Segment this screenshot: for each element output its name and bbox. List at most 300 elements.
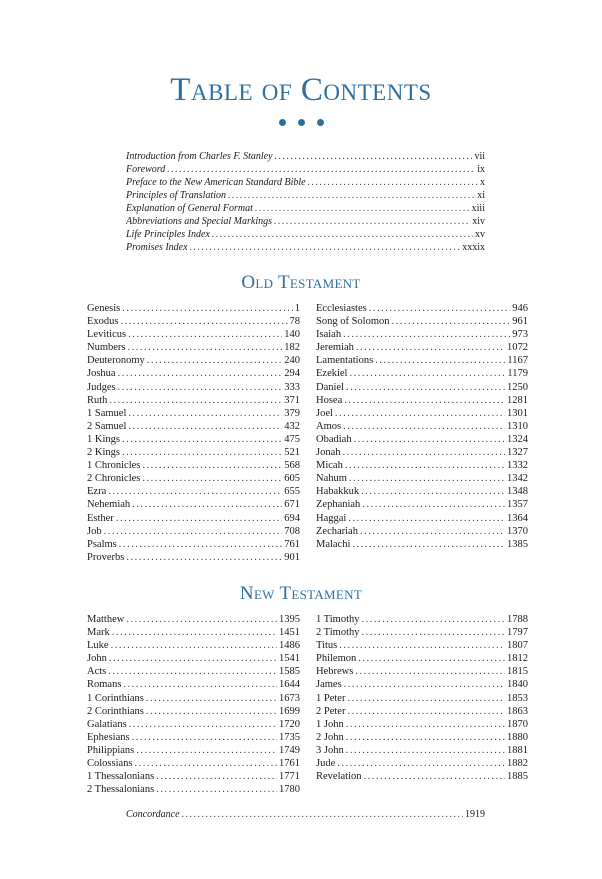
- entry-page-number: 1815: [507, 666, 528, 678]
- toc-entry[interactable]: [87, 783, 300, 796]
- toc-entry[interactable]: [87, 525, 300, 538]
- entry-page-number: 1395: [279, 614, 300, 625]
- entry-page-number: 1780: [279, 784, 300, 796]
- toc-entry[interactable]: [316, 757, 528, 770]
- dot-leader: [308, 176, 478, 189]
- entry-page-number: 1301: [507, 407, 528, 419]
- toc-entry[interactable]: [87, 485, 300, 498]
- entry-label: Ephesians: [87, 731, 130, 743]
- dot-leader: [123, 678, 277, 691]
- entry-page-number: 1585: [279, 666, 300, 678]
- dot-leader: [346, 744, 505, 757]
- toc-entry[interactable]: [316, 718, 528, 731]
- entry-page-number: 671: [284, 499, 300, 511]
- dot-leader: [361, 613, 505, 626]
- entry-label: Romans: [87, 679, 122, 691]
- entry-label: Life Principles Index: [126, 229, 210, 240]
- dot-leader: [128, 407, 282, 420]
- entry-page-number: xi: [477, 190, 485, 201]
- toc-entry[interactable]: [316, 692, 528, 705]
- toc-entry[interactable]: [87, 302, 300, 315]
- dot-leader: [349, 472, 505, 485]
- toc-entry[interactable]: [316, 394, 528, 407]
- ornament-dot: [279, 119, 286, 126]
- entry-page-number: 1342: [507, 473, 528, 485]
- toc-entry[interactable]: [87, 341, 300, 354]
- entry-label: Judges: [87, 381, 116, 393]
- toc-entry[interactable]: [87, 433, 300, 446]
- new-testament-right-column: [316, 613, 528, 783]
- entry-label: Foreword: [126, 164, 166, 175]
- dot-leader: [109, 652, 277, 665]
- entry-page-number: 432: [284, 420, 300, 432]
- entry-page-number: vii: [474, 151, 485, 162]
- entry-page-number: 1880: [507, 731, 528, 743]
- toc-entry[interactable]: [316, 678, 528, 691]
- entry-label: Joshua: [87, 368, 116, 380]
- dot-leader: [352, 538, 505, 551]
- entry-page-number: 78: [289, 316, 300, 328]
- entry-page-number: 946: [512, 303, 528, 314]
- entry-label: 2 Timothy: [316, 627, 360, 639]
- entry-label: 2 Kings: [87, 447, 120, 459]
- dot-leader: [347, 705, 505, 718]
- entry-page-number: 1327: [507, 447, 528, 459]
- entry-label: Esther: [87, 512, 114, 524]
- dot-leader: [335, 407, 505, 420]
- dot-leader: [362, 498, 505, 511]
- toc-entry[interactable]: [316, 420, 528, 433]
- toc-entry[interactable]: [87, 420, 300, 433]
- dot-leader: [369, 302, 511, 315]
- dot-leader: [128, 420, 282, 433]
- entry-label: John: [87, 653, 107, 665]
- entry-label: Titus: [316, 640, 338, 652]
- entry-label: Principles of Translation: [126, 190, 227, 201]
- entry-label: Leviticus: [87, 329, 127, 341]
- entry-label: Ruth: [87, 394, 108, 406]
- entry-page-number: 1699: [279, 705, 300, 717]
- entry-label: Galatians: [87, 718, 127, 730]
- toc-entry[interactable]: [316, 381, 528, 394]
- toc-entry[interactable]: [87, 315, 300, 328]
- entry-page-number: x: [480, 177, 485, 188]
- entry-label: Promises Index: [126, 242, 188, 253]
- entry-page-number: 973: [512, 329, 528, 341]
- dot-leader: [128, 341, 283, 354]
- entry-label: Micah: [316, 460, 343, 472]
- dot-leader: [190, 241, 461, 254]
- toc-entry[interactable]: [87, 407, 300, 420]
- dot-leader: [228, 189, 475, 202]
- entry-page-number: 1853: [507, 692, 528, 704]
- toc-entry[interactable]: [316, 315, 528, 328]
- entry-page-number: xv: [475, 229, 485, 240]
- dot-leader: [122, 446, 282, 459]
- dot-leader: [361, 485, 505, 498]
- dot-leader: [345, 459, 505, 472]
- entry-label: 1 Timothy: [316, 614, 360, 625]
- entry-label: Abbreviations and Special Markings: [126, 216, 272, 227]
- old-testament-heading: Old Testament: [241, 272, 361, 293]
- entry-label: Luke: [87, 640, 109, 652]
- entry-label: 2 Chronicles: [87, 473, 141, 485]
- toc-entry[interactable]: [126, 150, 485, 163]
- toc-entry[interactable]: [87, 770, 300, 783]
- entry-page-number: 1357: [507, 499, 528, 511]
- toc-entry[interactable]: [316, 367, 528, 380]
- new-testament-left-column: [87, 613, 300, 796]
- toc-entry[interactable]: [126, 189, 485, 202]
- toc-entry[interactable]: [316, 639, 528, 652]
- entry-page-number: 1882: [507, 758, 528, 770]
- entry-page-number: 1: [294, 303, 300, 314]
- toc-entry[interactable]: [87, 744, 300, 757]
- toc-entry[interactable]: [87, 652, 300, 665]
- entry-label: Lamentations: [316, 355, 374, 367]
- entry-label: Hebrews: [316, 666, 354, 678]
- entry-page-number: 1797: [507, 627, 528, 639]
- entry-label: Nehemiah: [87, 499, 131, 511]
- entry-page-number: xxxix: [462, 242, 485, 253]
- entry-page-number: 1486: [279, 640, 300, 652]
- dot-leader: [146, 692, 277, 705]
- dot-leader: [116, 512, 282, 525]
- dot-leader: [343, 420, 505, 433]
- entry-label: Acts: [87, 666, 107, 678]
- dot-leader: [358, 652, 505, 665]
- dot-leader: [375, 354, 505, 367]
- toc-entry[interactable]: [316, 472, 528, 485]
- entry-label: Matthew: [87, 614, 125, 625]
- entry-page-number: 1761: [279, 758, 300, 770]
- entry-page-number: 1807: [507, 640, 528, 652]
- dot-leader: [344, 394, 505, 407]
- entry-label: 1 John: [316, 718, 344, 730]
- dot-leader: [126, 551, 282, 564]
- dot-leader: [126, 613, 277, 626]
- entry-label: Mark: [87, 627, 110, 639]
- entry-page-number: 1840: [507, 679, 528, 691]
- entry-label: 1 Samuel: [87, 407, 127, 419]
- entry-page-number: 1348: [507, 486, 528, 498]
- toc-entry[interactable]: [87, 678, 300, 691]
- entry-label: Habakkuk: [316, 486, 360, 498]
- toc-entry[interactable]: [87, 446, 300, 459]
- toc-entry[interactable]: [316, 302, 528, 315]
- entry-page-number: 371: [284, 394, 300, 406]
- entry-page-number: 333: [284, 381, 300, 393]
- toc-entry[interactable]: [316, 626, 528, 639]
- entry-label: Introduction from Charles F. Stanley: [126, 151, 273, 162]
- entry-label: 1 Chronicles: [87, 460, 141, 472]
- entry-page-number: 1788: [507, 614, 528, 625]
- toc-entry[interactable]: [87, 328, 300, 341]
- toc-entry[interactable]: [87, 626, 300, 639]
- entry-label: 2 John: [316, 731, 344, 743]
- entry-label: 1 Corinthians: [87, 692, 144, 704]
- entry-label: Daniel: [316, 381, 344, 393]
- entry-label: Genesis: [87, 303, 121, 314]
- entry-label: Ezekiel: [316, 368, 348, 380]
- entry-label: 2 Peter: [316, 705, 346, 717]
- dot-leader: [132, 731, 277, 744]
- dot-leader: [343, 446, 506, 459]
- entry-page-number: 761: [284, 538, 300, 550]
- entry-page-number: 1735: [279, 731, 300, 743]
- entry-page-number: 521: [284, 447, 300, 459]
- toc-entry[interactable]: [316, 731, 528, 744]
- dot-leader: [337, 757, 505, 770]
- entry-label: Hosea: [316, 394, 343, 406]
- dot-leader: [109, 394, 282, 407]
- entry-label: Ecclesiastes: [316, 303, 367, 314]
- dot-leader: [128, 328, 282, 341]
- entry-label: Zechariah: [316, 525, 358, 537]
- entry-page-number: 1881: [507, 744, 528, 756]
- entry-page-number: 1541: [279, 653, 300, 665]
- entry-label: 1 Peter: [316, 692, 346, 704]
- entry-page-number: 568: [284, 460, 300, 472]
- dot-leader: [122, 302, 293, 315]
- toc-entry[interactable]: [126, 176, 485, 189]
- toc-entry[interactable]: [87, 381, 300, 394]
- entry-label: Haggai: [316, 512, 347, 524]
- entry-label: Malachi: [316, 538, 351, 550]
- entry-page-number: 1385: [507, 538, 528, 550]
- toc-entry[interactable]: [316, 433, 528, 446]
- entry-page-number: 1370: [507, 525, 528, 537]
- toc-entry[interactable]: [316, 485, 528, 498]
- ornament-dots: [0, 119, 602, 126]
- toc-entry[interactable]: [316, 328, 528, 341]
- entry-page-number: 140: [284, 329, 300, 341]
- dot-leader: [346, 718, 505, 731]
- toc-entry[interactable]: [316, 354, 528, 367]
- dot-leader: [108, 665, 277, 678]
- toc-entry-concordance[interactable]: [126, 808, 485, 822]
- entry-page-number: 1324: [507, 433, 528, 445]
- toc-entry[interactable]: [87, 354, 300, 367]
- toc-entry[interactable]: [316, 341, 528, 354]
- dot-leader: [182, 808, 463, 822]
- toc-entry[interactable]: [316, 498, 528, 511]
- toc-entry[interactable]: [126, 215, 485, 228]
- toc-entry[interactable]: [87, 459, 300, 472]
- dot-leader: [122, 433, 282, 446]
- toc-entry[interactable]: [87, 498, 300, 511]
- entry-page-number: 1072: [507, 342, 528, 354]
- toc-entry[interactable]: [126, 241, 485, 254]
- toc-entry[interactable]: [87, 394, 300, 407]
- dot-leader: [255, 202, 470, 215]
- entry-label: Job: [87, 525, 102, 537]
- dot-leader: [147, 354, 283, 367]
- entry-label: Jeremiah: [316, 342, 354, 354]
- dot-leader: [392, 315, 511, 328]
- dot-leader: [142, 459, 282, 472]
- entry-page-number: 1250: [507, 381, 528, 393]
- toc-entry[interactable]: [87, 718, 300, 731]
- dot-leader: [349, 367, 505, 380]
- entry-label: Jonah: [316, 447, 341, 459]
- toc-entry[interactable]: [87, 757, 300, 770]
- entry-label: 1 Thessalonians: [87, 771, 155, 783]
- dot-leader: [274, 215, 470, 228]
- toc-entry[interactable]: [87, 705, 300, 718]
- entry-label: 2 Thessalonians: [87, 784, 155, 796]
- entry-page-number: 294: [284, 368, 300, 380]
- toc-entry[interactable]: [316, 525, 528, 538]
- entry-page-number: 1720: [279, 718, 300, 730]
- toc-entry[interactable]: [316, 446, 528, 459]
- entry-page-number: 182: [284, 342, 300, 354]
- entry-page-number: 1364: [507, 512, 528, 524]
- dot-leader: [347, 692, 505, 705]
- dot-leader: [118, 367, 283, 380]
- dot-leader: [135, 757, 277, 770]
- old-testament-left-column: [87, 302, 300, 564]
- ornament-dot: [317, 119, 324, 126]
- toc-entry[interactable]: [87, 472, 300, 485]
- entry-page-number: 1749: [279, 744, 300, 756]
- entry-label: 2 Corinthians: [87, 705, 144, 717]
- entry-page-number: 1644: [279, 679, 300, 691]
- entry-page-number: 708: [284, 525, 300, 537]
- entry-label: Amos: [316, 420, 342, 432]
- entry-page-number: 1332: [507, 460, 528, 472]
- entry-label: Philemon: [316, 653, 357, 665]
- toc-entry[interactable]: [87, 538, 300, 551]
- toc-entry[interactable]: [316, 665, 528, 678]
- concordance-entry-container: [126, 808, 485, 822]
- dot-leader: [136, 744, 277, 757]
- entry-label: Obadiah: [316, 433, 352, 445]
- entry-page-number: 901: [284, 551, 300, 563]
- toc-entry[interactable]: [87, 639, 300, 652]
- entry-page-number: 1673: [279, 692, 300, 704]
- dot-leader: [354, 433, 505, 446]
- entry-label: Joel: [316, 407, 333, 419]
- toc-entry[interactable]: [126, 163, 485, 176]
- toc-entry[interactable]: [316, 407, 528, 420]
- dot-leader: [356, 341, 505, 354]
- toc-entry[interactable]: [87, 512, 300, 525]
- dot-leader: [212, 228, 473, 241]
- dot-leader: [346, 381, 505, 394]
- entry-label: Zephaniah: [316, 499, 361, 511]
- entry-label: Colossians: [87, 758, 133, 770]
- entry-page-number: 1919: [465, 809, 485, 820]
- entry-label: 2 Samuel: [87, 420, 127, 432]
- dot-leader: [111, 639, 277, 652]
- toc-entry[interactable]: [126, 228, 485, 241]
- dot-leader: [118, 381, 283, 394]
- dot-leader: [121, 315, 288, 328]
- toc-entry[interactable]: [316, 652, 528, 665]
- dot-leader: [104, 525, 283, 538]
- dot-leader: [146, 705, 277, 718]
- entry-page-number: 1179: [507, 368, 528, 380]
- toc-entry[interactable]: [87, 731, 300, 744]
- toc-entry[interactable]: [316, 705, 528, 718]
- entry-page-number: 1885: [507, 771, 528, 783]
- entry-page-number: xiii: [471, 203, 485, 214]
- entry-page-number: 1812: [507, 653, 528, 665]
- dot-leader: [275, 150, 473, 163]
- ornament-dot: [298, 119, 305, 126]
- entry-label: James: [316, 679, 342, 691]
- entry-label: Philippians: [87, 744, 135, 756]
- dot-leader: [132, 498, 282, 511]
- toc-entry[interactable]: [87, 665, 300, 678]
- dot-leader: [348, 512, 505, 525]
- entry-label: Preface to the New American Standard Bible: [126, 177, 306, 188]
- toc-entry[interactable]: [316, 459, 528, 472]
- entry-label: 3 John: [316, 744, 344, 756]
- entry-label: Jude: [316, 758, 336, 770]
- toc-entry[interactable]: [316, 770, 528, 783]
- entry-page-number: 961: [512, 316, 528, 328]
- old-testament-right-column: [316, 302, 528, 551]
- front-matter-list: [126, 150, 485, 254]
- entry-label: Exodus: [87, 316, 119, 328]
- page-title: Table of Contents: [170, 72, 432, 108]
- entry-page-number: ix: [477, 164, 485, 175]
- dot-leader: [355, 665, 505, 678]
- entry-label: 1 Kings: [87, 433, 120, 445]
- entry-label: Nahum: [316, 473, 347, 485]
- entry-label: Isaiah: [316, 329, 342, 341]
- dot-leader: [156, 783, 277, 796]
- toc-entry[interactable]: [87, 551, 300, 564]
- dot-leader: [339, 639, 505, 652]
- entry-page-number: 240: [284, 355, 300, 367]
- dot-leader: [346, 731, 505, 744]
- entry-page-number: 1870: [507, 718, 528, 730]
- entry-label: Concordance: [126, 809, 180, 820]
- entry-label: Psalms: [87, 538, 117, 550]
- entry-label: Explanation of General Format: [126, 203, 253, 214]
- entry-page-number: 379: [284, 407, 300, 419]
- dot-leader: [343, 328, 510, 341]
- toc-entry[interactable]: [316, 613, 528, 626]
- toc-entry[interactable]: [87, 613, 300, 626]
- entry-label: Revelation: [316, 771, 362, 783]
- entry-label: Song of Solomon: [316, 316, 390, 328]
- entry-page-number: 1167: [507, 355, 528, 367]
- toc-entry[interactable]: [87, 367, 300, 380]
- entry-label: Deuteronomy: [87, 355, 145, 367]
- entry-label: Proverbs: [87, 551, 125, 563]
- dot-leader: [360, 525, 505, 538]
- toc-entry[interactable]: [316, 512, 528, 525]
- entry-page-number: 655: [284, 486, 300, 498]
- toc-entry[interactable]: [316, 538, 528, 551]
- toc-entry[interactable]: [87, 692, 300, 705]
- dot-leader: [167, 163, 475, 176]
- new-testament-heading: New Testament: [239, 583, 363, 604]
- dot-leader: [119, 538, 282, 551]
- entry-page-number: 605: [284, 473, 300, 485]
- entry-page-number: 475: [284, 433, 300, 445]
- toc-entry[interactable]: [316, 744, 528, 757]
- dot-leader: [129, 718, 277, 731]
- entry-page-number: 1771: [279, 771, 300, 783]
- dot-leader: [361, 626, 505, 639]
- entry-label: Ezra: [87, 486, 107, 498]
- toc-entry[interactable]: [126, 202, 485, 215]
